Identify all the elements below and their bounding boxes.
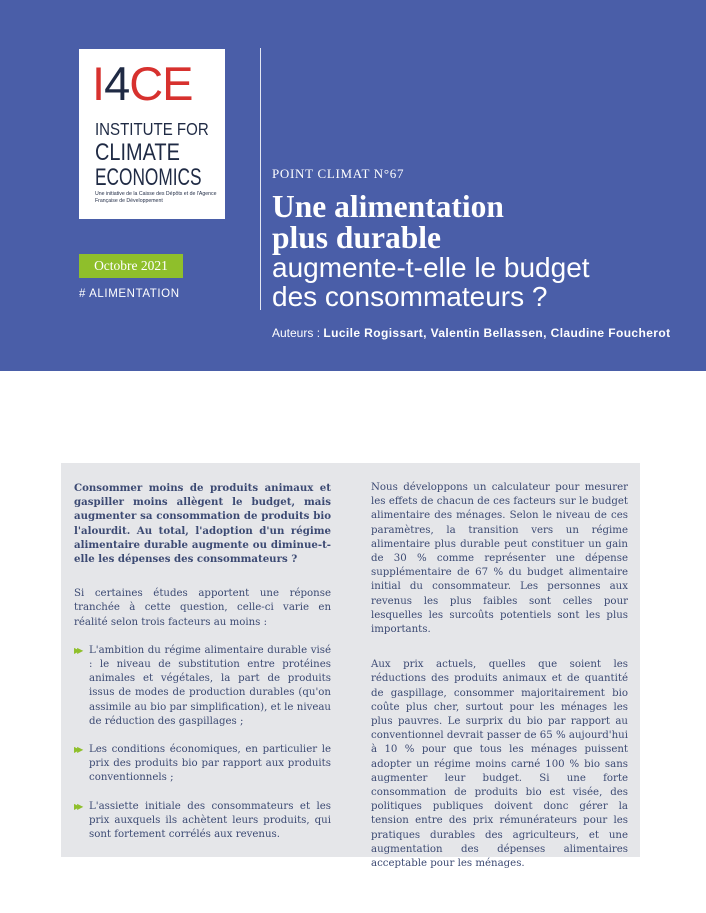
i4ce-logo <box>79 49 225 219</box>
topic-tag: # ALIMENTATION <box>79 288 180 300</box>
double-arrow-icon: ▶▶ <box>74 801 81 811</box>
header-banner <box>0 0 706 371</box>
summary-box <box>61 463 640 870</box>
logo-line-2: CLIMATE <box>95 139 180 166</box>
authors-line <box>272 326 671 340</box>
summary-bullet-text: Les conditions économiques, en particulier le prix des produits bio par rapport aux produits conventionnels ; <box>89 744 331 784</box>
summary-bullet-text: L'ambition du régime alimentaire durable visé : le niveau de substitution entre protéines animales et végétales, la part de produits issus de modes de production durables (qu'on assimile au bio par simplification), et le niveau de réduction des gaspillages ; <box>89 644 331 727</box>
double-arrow-icon: ▶▶ <box>74 645 81 655</box>
summary-left-column <box>74 481 331 842</box>
summary-paragraph: Si certaines études apportent une réponse tranchée à cette question, celle-ci varie en réalité selon trois facteurs au moins : <box>74 588 331 628</box>
summary-bullet <box>74 644 331 729</box>
title-bold-line-2: plus durable <box>272 220 441 255</box>
title-bold <box>272 191 504 253</box>
double-arrow-icon: ▶▶ <box>74 745 81 755</box>
title-light <box>272 253 590 311</box>
authors-names: Lucile Rogissart, Valentin Bellassen, Claudine Foucherot <box>323 326 671 340</box>
logo-line-1: INSTITUTE FOR <box>95 119 209 139</box>
date-badge: Octobre 2021 <box>79 254 183 278</box>
logo-mark: I4CE <box>92 57 193 110</box>
summary-right-column <box>371 481 628 871</box>
summary-paragraph: Nous développons un calculateur pour mesurer les effets de chacun de ces facteurs sur le budget alimentaire des ménages. Selon le niveau de ces paramètres, la transition vers un régime alimentaire plus durable peut constituer un gain de 30 % comme représenter une dépense supplémentaire de 67 % du budget alimentaire initial du consommateur. Les personnes aux revenus les plus faibles sont celles pour lesquelles les surcoûts potentiels sont les plus importants. <box>371 482 628 636</box>
summary-bullet <box>74 743 331 786</box>
title-light-line-2: des consommateurs ? <box>272 281 548 312</box>
authors-label: Auteurs : <box>272 326 324 340</box>
summary-paragraph: Aux prix actuels, quelles que soient les réductions des produits animaux et de quantité de gaspillage, consommer majoritairement bio coûte plus cher, surtout pour les ménages les plus pauvres. Le surprix du bio par rapport au conventionnel devrait passer de 65 % aujourd'hui à 10 % pour que tous les ménages puissent adopter un régime moins carné 100 % bio sans augmenter leur budget. Si une forte consommation de produits bio est visée, des politiques publiques doivent donc gérer la tension entre des prix rémunérateurs pour les pratiques durables des agriculteurs, et une augmentation des dépenses alimentaires acceptable pour les ménages. <box>371 659 628 870</box>
vertical-divider <box>260 48 261 310</box>
logo-line-3: ECONOMICS <box>95 164 202 191</box>
logo-tagline: Une initiative de la Caisse des Dépôts et de l'Agence Française de Développement <box>95 191 217 204</box>
title-bold-line-1: Une alimentation <box>272 189 504 224</box>
series-kicker: POINT CLIMAT N°67 <box>272 166 405 181</box>
summary-bullet <box>74 800 331 843</box>
title-light-line-1: augmente-t-elle le budget <box>272 252 590 283</box>
summary-lead-paragraph: Consommer moins de produits animaux et gaspiller moins allègent le budget, mais augmenter sa consommation de produits bio l'alourdit. Au total, l'adoption d'un régime alimentaire durable augmente ou diminue-t-elle les dépenses des consommateurs ? <box>74 482 331 566</box>
summary-bullet-text: L'assiette initiale des consommateurs et les prix auxquels ils achètent leurs produits, qui sont fortement corrélés aux revenus. <box>89 800 331 841</box>
